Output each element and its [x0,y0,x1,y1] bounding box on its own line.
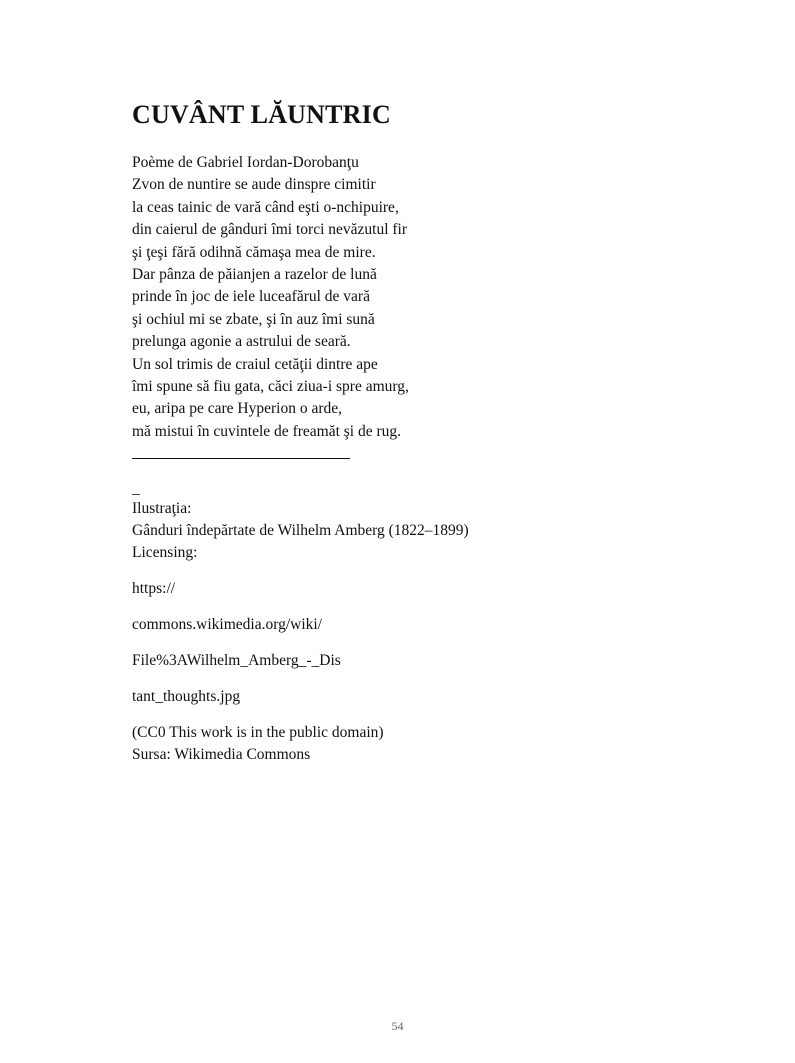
poem-line: Dar pânza de păianjen a razelor de lună [132,266,377,284]
poem-line: şi ochiul mi se zbate, şi în auz îmi sună [132,310,375,328]
poem-line: Poème de Gabriel Iordan-Dorobanţu [132,154,359,171]
poem-line: din caierul de gânduri îmi torci nevăzutul fir [132,221,408,239]
poem-line: prinde în joc de iele luceafărul de vară [132,288,370,306]
source-link-part: tant_thoughts.jpg [132,688,241,705]
poem-line: prelunga agonie a astrului de seară. [132,333,351,351]
poem-line: îmi spune să fiu gata, căci ziua-i spre amurg, [132,378,409,396]
poem-line: şi ţeşi fără odihnă cămaşa mea de mire. [132,243,376,261]
source-link-part: commons.wikimedia.org/wiki/ [132,616,323,633]
source-link-part: File%3AWilhelm_Amberg_-_Dis [132,652,341,669]
licensing-label: Licensing: [132,544,198,561]
page-number: 54 [391,1019,404,1033]
page-title: CUVÂNT LĂUNTRIC [132,100,391,129]
separator-rule [132,458,350,459]
poem-body [132,152,409,443]
poem-line: mă mistui în cuvintele de freamăt şi de rug. [132,422,402,440]
poem-line: la ceas tainic de vară când eşti o-nchipuire, [132,198,399,216]
source-link-part: https:// [132,580,176,597]
poem-line: Zvon de nuntire se aude dinspre cimitir [132,176,376,194]
poem-line: Un sol trimis de craiul cetăţii dintre ape [132,355,378,373]
license-note: (CC0 This work is in the public domain) [132,724,384,741]
illustration-title: Gânduri îndepărtate de Wilhelm Amberg (1822–1899) [132,522,469,539]
poem-line: eu, aripa pe care Hyperion o arde, [132,400,342,418]
source-credit: Sursa: Wikimedia Commons [132,746,311,763]
separator-dash: _ [132,480,140,497]
illustration-credits [132,498,469,766]
illustration-label: Ilustraţia: [132,500,192,517]
